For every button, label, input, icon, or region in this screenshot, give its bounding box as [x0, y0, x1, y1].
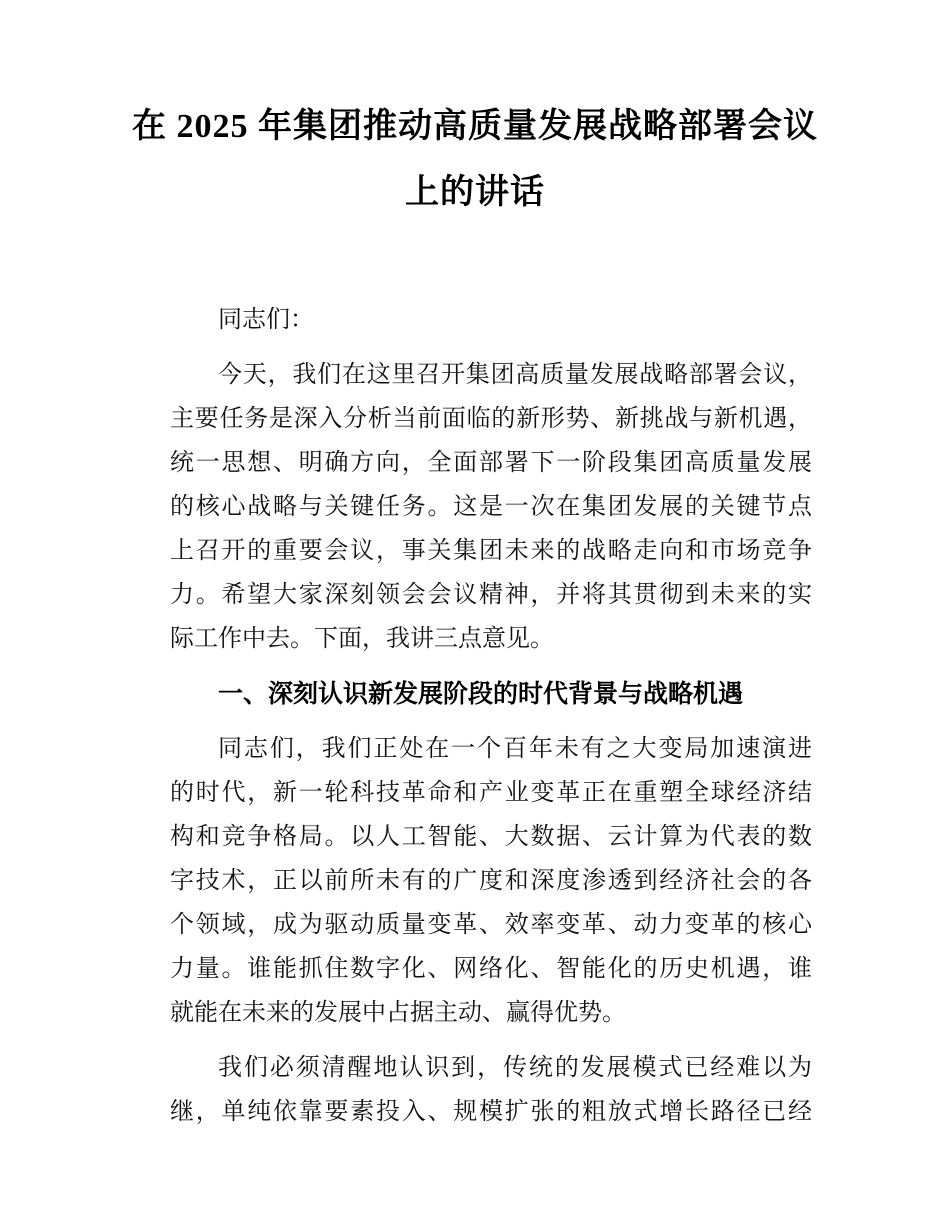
text-line: 主要任务是深入分析当前面临的新形势、新挑战与新机遇， [170, 406, 812, 432]
text-line: 的核心战略与关键任务。这是一次在集团发展的关键节点 [170, 494, 812, 520]
section-heading-1: 一、深刻认识新发展阶段的时代背景与战略机遇 [218, 680, 744, 708]
text-line: 构和竞争格局。以人工智能、大数据、云计算为代表的数 [170, 824, 812, 850]
paragraph-3 [170, 1046, 812, 1134]
salutation: 同志们： [218, 307, 314, 333]
text-line: 我们必须清醒地认识到，传统的发展模式已经难以为 [218, 1055, 812, 1081]
text-line: 个领域，成为驱动质量变革、效率变革、动力变革的核心 [170, 912, 812, 938]
text-line: 上召开的重要会议，事关集团未来的战略走向和市场竞争 [170, 538, 812, 564]
text-line: 力量。谁能抓住数字化、网络化、智能化的历史机遇，谁 [170, 956, 812, 982]
paragraph-2 [170, 727, 812, 1035]
document-title [0, 94, 950, 226]
document-body [170, 298, 812, 1134]
text-line: 今天，我们在这里召开集团高质量发展战略部署会议， [218, 362, 812, 388]
text-line: 继，单纯依靠要素投入、规模扩张的粗放式增长路径已经 [170, 1099, 812, 1125]
text-line: 字技术，正以前所未有的广度和深度渗透到经济社会的各 [170, 868, 812, 894]
title-line-1: 在 2025 年集团推动高质量发展战略部署会议 [132, 108, 818, 145]
text-line: 统一思想、明确方向，全面部署下一阶段集团高质量发展 [170, 450, 812, 476]
title-line-2: 上的讲话 [405, 174, 545, 211]
text-line: 际工作中去。下面，我讲三点意见。 [170, 626, 554, 652]
text-line: 同志们，我们正处在一个百年未有之大变局加速演进 [218, 736, 812, 762]
text-line: 力。希望大家深刻领会会议精神，并将其贯彻到未来的实 [170, 582, 812, 608]
paragraph-1 [170, 353, 812, 661]
text-line: 的时代，新一轮科技革命和产业变革正在重塑全球经济结 [170, 780, 812, 806]
text-line: 就能在未来的发展中占据主动、赢得优势。 [170, 1000, 626, 1026]
